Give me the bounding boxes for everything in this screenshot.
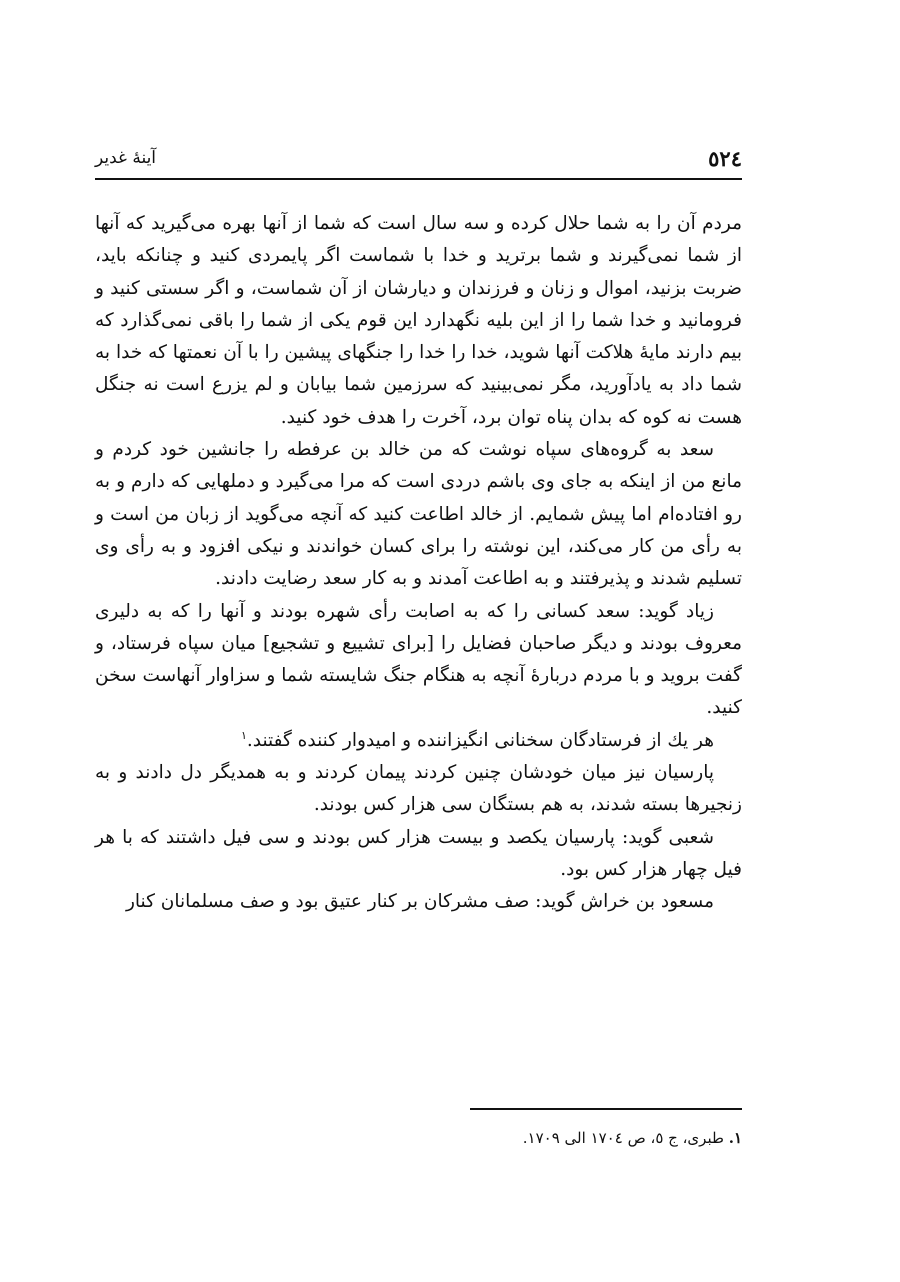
paragraph: شعبى گويد: پارسيان يكصد و بيست هزار كس بودند و سى فيل داشتند كه با هر فيل چهار هزار كس بود. [95,826,742,880]
footnote [95,1129,742,1147]
paragraph-text: هر يك از فرستادگان سخنانى انگيزاننده و اميدوار كننده گفتند. [246,729,714,751]
paragraph: مردم آن را به شما حلال كرده و سه سال است كه شما از آنها بهره مى‌گيريد كه آنها از شما نمى‌گيرند و شما برتريد و خدا با شماست اگر پايمردى كنيد و چنانكه بايد، ضربت بزنيد، اموال و زنان و فرزندان و ديارشان از آن شماست، و اگر سستى كنيد و فرومانيد و خدا شما را از اين بليه نگهدارد اين قوم يكى از شما را باقى نمى‌گذارد كه بيم دارند مايهٔ هلاكت آنها شويد، خدا را خدا را جنگهاى پيشين را با آن نعمتها كه خدا به شما داد به يادآوريد، مگر نمى‌بينيد كه سرزمين شما بيابان و لم يزرع است نه جنگل هست نه كوه كه بدان پناه توان برد، آخرت را هدف خود كنيد. [95,213,742,428]
running-title: آينهٔ غدير [95,148,157,168]
paragraph: پارسيان نيز ميان خودشان چنين كردند پيمان كردند و به همديگر دل دادند و به زنجيرها بسته شدند، به هم بستگان سى هزار كس بودند. [95,762,742,816]
footnote-divider [470,1108,742,1110]
page-number: ٥٢٤ [708,146,742,171]
paragraph: مسعود بن خراش گويد: صف مشركان بر كنار عتيق بود و صف مسلمانان كنار [125,891,714,913]
page-header [95,142,742,180]
body-text [95,208,742,919]
footnote-reference[interactable]: ١ [240,728,247,742]
paragraph-with-footnote [95,725,742,757]
footnote-number: ١. [728,1129,742,1147]
paragraph: سعد به گروه‌هاى سپاه نوشت كه من خالد بن عرفطه را جانشين خود كردم و مانع من از اينكه به جاى وى باشم دردى است كه مرا مى‌گيرد و دملهايى كه دارم و به رو افتاده‌ام اما پيش شمايم. از خالد اطاعت كنيد كه آنچه مى‌گويد از زبان من است و به رأى من كار مى‌كند، اين نوشته را براى كسان خواندند و نيكى افزود و به رأى وى تسليم شدند و پذيرفتند و به اطاعت آمدند و به كار سعد رضايت دادند. [95,439,742,590]
paragraph: زياد گويد: سعد كسانى را كه به اصابت رأى شهره بودند و آنها را كه به دليرى معروف بودند و ديگر صاحبان فضايل را [براى تشييع و تشجيع] ميان سپاه فرستاد، و گفت برويد و با مردم دربارهٔ آنچه به هنگام جنگ شايسته شما و سزاوار آنهاست سخن كنيد. [95,600,742,719]
footnote-text: طبرى، ج ٥، ص ١٧٠٤ الى ١٧٠٩. [522,1129,724,1147]
